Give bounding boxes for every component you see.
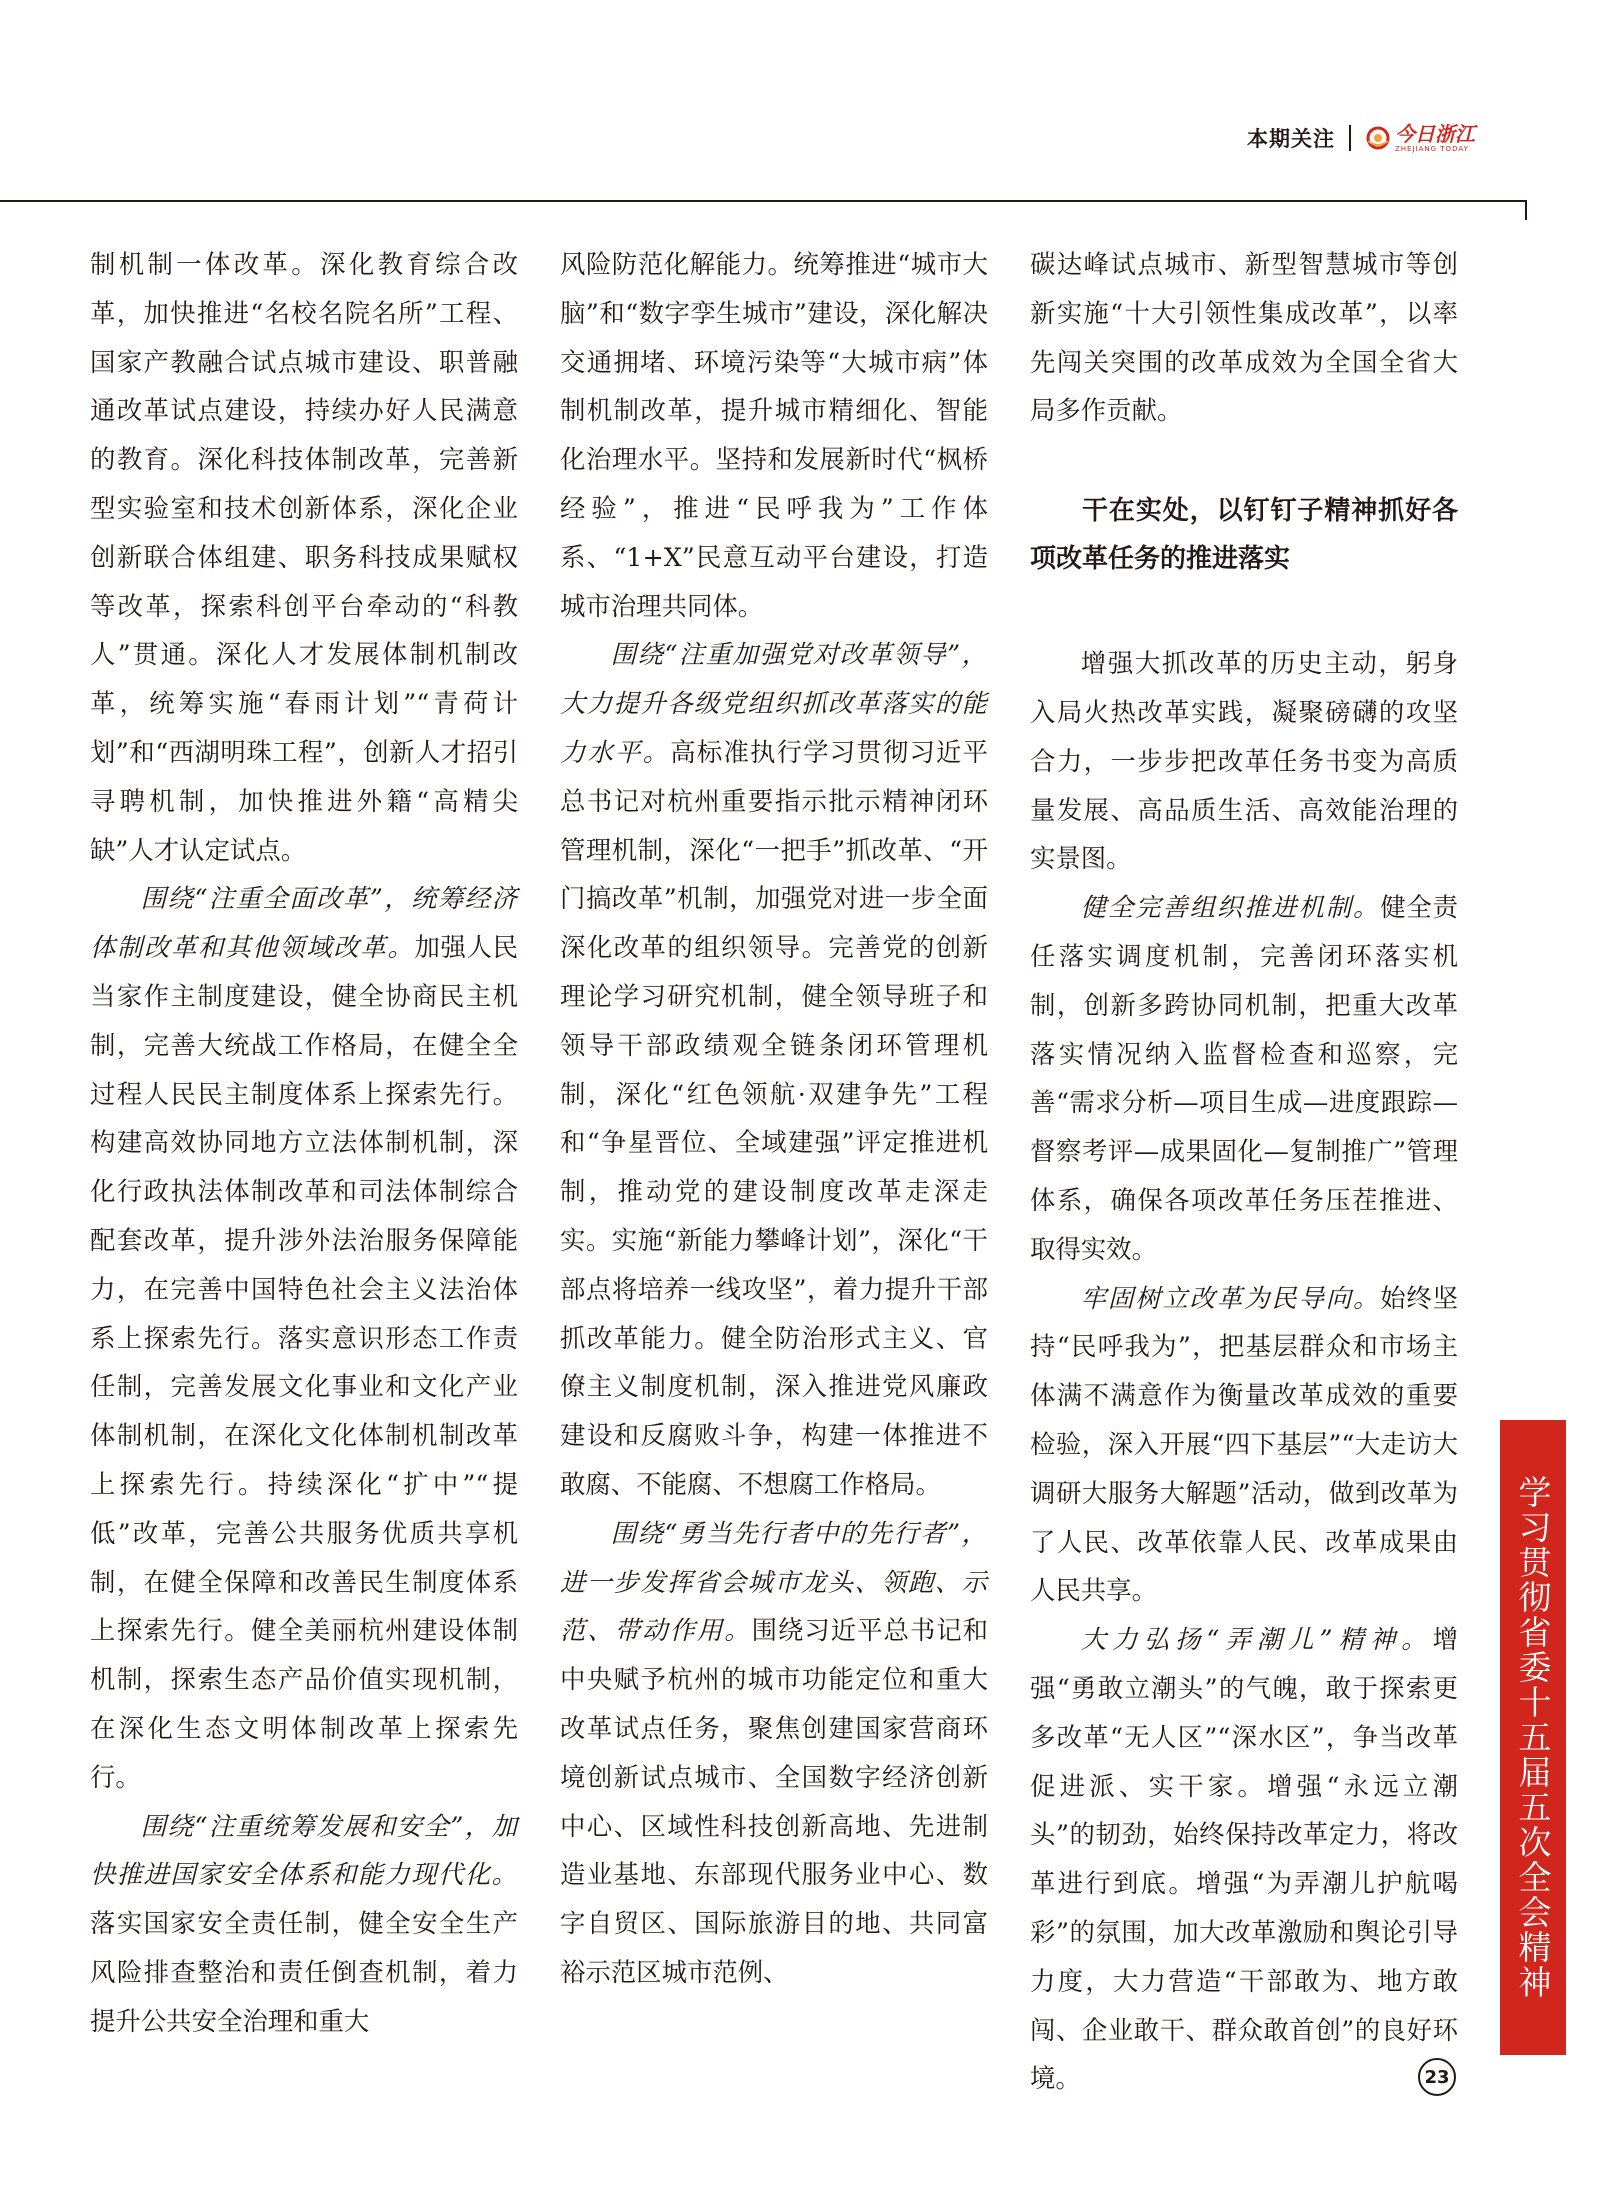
section-label: 本期关注 [1247, 127, 1335, 151]
header-divider [1349, 125, 1351, 151]
paragraph-lead: 围绕“注重统筹发展和安全”，加快推进国家安全体系和能力现代化。 [90, 1810, 518, 1890]
paragraph [560, 1509, 988, 1997]
paragraph: 增强大抓改革的历史主动，躬身入局火热改革实践，凝聚磅礴的攻坚合力，一步步把改革任务书变为高质量发展、高品质生活、高效能治理的实景图。 [1030, 648, 1458, 874]
article-column-2 [560, 240, 988, 1997]
logo-subtext: ZHEJIANG TODAY [1395, 144, 1469, 153]
paragraph: 制机制一体改革。深化教育综合改革，加快推进“名校名院名所”工程、国家产教融合试点城市建设、职普融通改革试点建设，持续办好人民满意的教育。深化科技体制改革，完善新型实验室和技术创新体系，深化企业创新联合体组建、职务科技成果赋权等改革，探索科创平台牵动的“科教人”贯通。深化人才发展体制机制改革，统筹实施“春雨计划”“青荷计划”和“西湖明珠工程”，创新人才招引寻聘机制，加快推进外籍“高精尖缺”人才认定试点。 [90, 249, 518, 865]
paragraph-lead: 大力弘扬“弄潮儿”精神。 [1080, 1624, 1433, 1655]
paragraph-body: 始终坚持“民呼我为”，把基层群众和市场主体满不满意作为衡量改革成效的重要检验，深入开展“四下基层”“大走访大调研大服务大解题”活动，做到改革为了人民、改革依靠人民、改革成果由人民共享。 [1030, 1282, 1459, 1606]
paragraph: 风险防范化解能力。统筹推进“城市大脑”和“数字孪生城市”建设，深化解决交通拥堵、环境污染等“大城市病”体制机制改革，提升城市精细化、智能化治理水平。坚持和发展新时代“枫桥经验”，推进“民呼我为”工作体系、“1+X”民意互动平台建设，打造城市治理共同体。 [560, 249, 988, 621]
topic-sidebar-tab: 学习贯彻省委十五届五次全会精神 [1500, 1420, 1566, 2055]
paragraph-lead: 围绕“勇当先行者中的先行者”，进一步发挥省会城市龙头、领跑、示范、带动作用。 [560, 1517, 988, 1646]
magazine-logo [1365, 121, 1475, 153]
paragraph [560, 630, 988, 1508]
article-column-1 [90, 240, 518, 2045]
paragraph [1030, 1274, 1458, 1616]
logo-text: 今日浙江 [1395, 121, 1475, 146]
paragraph-lead: 牢固树立改革为民导向。 [1080, 1282, 1381, 1313]
header-rule-end [1525, 200, 1527, 220]
paragraph-body: 增强“勇敢立潮头”的气魄，敢于探索更多改革“无人区”“深水区”，争当改革促进派、实干家。增强“永远立潮头”的韧劲，始终保持改革定力，将改革进行到底。增强“为弄潮儿护航喝彩”的氛围，加大改革激励和舆论引导力度，大力营造“干部敢为、地方敢闯、企业敢干、群众敢首创”的良好环境。 [1030, 1624, 1458, 2094]
header-rule [0, 200, 1527, 202]
paragraph [90, 1802, 518, 2046]
paragraph-lead: 健全完善组织推进机制。 [1080, 892, 1381, 923]
paragraph [1030, 883, 1458, 1273]
paragraph-lead: 围绕“注重加强党对改革领导”，大力提升各级党组织抓改革落实的能力水平。 [560, 639, 988, 767]
section-subheading: 干在实处，以钉钉子精神抓好各项改革任务的推进落实 [1030, 496, 1458, 575]
page-header [1247, 118, 1475, 158]
paragraph-body: 落实国家安全责任制，健全安全生产风险排查整治和责任倒查机制，着力提升公共安全治理和重大 [90, 1908, 518, 2036]
paragraph-body: 健全责任落实调度机制，完善闭环落实机制，创新多跨协同机制，把重大改革落实情况纳入监督检查和巡察，完善“需求分析—项目生成—进度跟踪—督察考评—成果固化—复制推广”管理体系，确保各项改革任务压茬推进、取得实效。 [1030, 892, 1459, 1264]
paragraph-body: 围绕习近平总书记和中央赋予杭州的城市功能定位和重大改革试点任务，聚焦创建国家营商环境创新试点城市、全国数字经济创新中心、区域性科技创新高地、先进制造业基地、东部现代服务业中心、数字自贸区、国际旅游目的地、共同富裕示范区城市范例、 [560, 1615, 989, 1987]
paragraph [1030, 1615, 1458, 2103]
paragraph: 碳达峰试点城市、新型智慧城市等创新实施“十大引领性集成改革”，以率先闯关突围的改革成效为全国全省大局多作贡献。 [1030, 249, 1458, 426]
logo-emblem-icon [1365, 125, 1391, 151]
paragraph-lead: 围绕“注重全面改革”，统筹经济体制改革和其他领域改革。 [90, 883, 518, 963]
article-column-3 [1030, 240, 1458, 2103]
paragraph [90, 874, 518, 1801]
paragraph-body: 高标准执行学习贯彻习近平总书记对杭州重要指示批示精神闭环管理机制，深化“一把手”抓改革、“开门搞改革”机制，加强党对进一步全面深化改革的组织领导。完善党的创新理论学习研究机制，健全领导班子和领导干部政绩观全链条闭环管理机制，深化“红色领航·双建争先”工程和“争星晋位、全域建强”评定推进机制，推动党的建设制度改革走深走实。实施“新能力攀峰计划”，深化“干部点将培养一线攻坚”，着力提升干部抓改革能力。健全防治形式主义、官僚主义制度机制，深入推进党风廉政建设和反腐败斗争，构建一体推进不敢腐、不能腐、不想腐工作格局。 [560, 736, 989, 1499]
paragraph-body: 加强人民当家作主制度建设，健全协商民主机制，完善大统战工作格局，在健全全过程人民民主制度体系上探索先行。构建高效协同地方立法体制机制，深化行政执法体制改革和司法体制综合配套改革，提升涉外法治服务保障能力，在完善中国特色社会主义法治体系上探索先行。落实意识形态工作责任制，完善发展文化事业和文化产业体制机制，在深化文化体制机制改革上探索先行。持续深化“扩中”“提低”改革，完善公共服务优质共享机制，在健全保障和改善民生制度体系上探索先行。健全美丽杭州建设体制机制，探索生态产品价值实现机制，在深化生态文明体制改革上探索先行。 [90, 932, 519, 1792]
page-number: 23 [1418, 2058, 1456, 2096]
